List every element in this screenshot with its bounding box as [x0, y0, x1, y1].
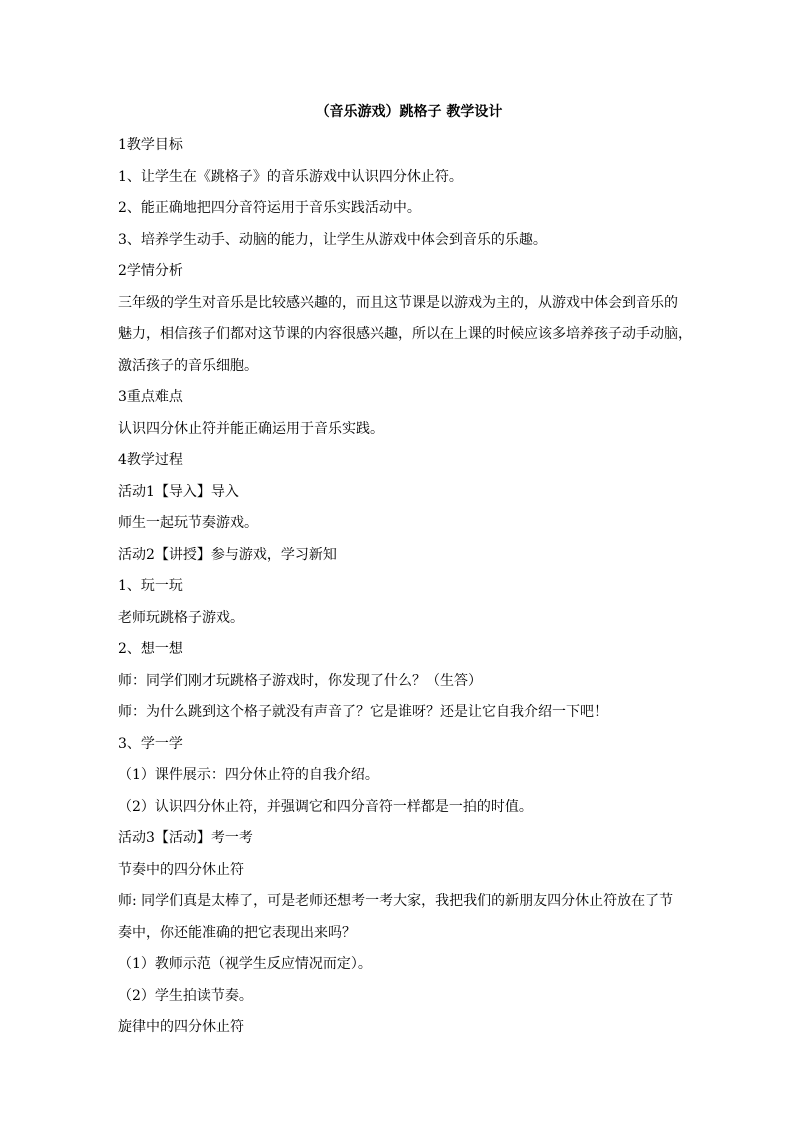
document-page — [118, 100, 692, 1044]
objective-3: 3、培养学生动手、动脑的能力，让学生从游戏中体会到音乐的乐趣。 — [118, 231, 547, 248]
rhythm-item-2: （2）学生拍读节奏。 — [118, 987, 253, 1004]
section-heading-process: 4教学过程 — [118, 452, 183, 468]
analysis-line-2: 魅力，相信孩子们都对这节课的内容很感兴趣，所以在上课的时候应该多培养孩子动手动脑， — [118, 326, 692, 342]
section-heading-key-points: 3重点难点 — [118, 389, 183, 405]
rhythm-subheading: 节奏中的四分休止符 — [118, 861, 244, 878]
activity-1-heading: 活动1【导入】导入 — [118, 483, 239, 500]
section-heading-analysis: 2学情分析 — [118, 263, 183, 279]
rhythm-text-line-1: 师: 同学们真是太棒了，可是老师还想考一考大家，我把我们的新朋友四分休止符放在了节 — [118, 893, 674, 909]
step-3-item-2: （2）认识四分休止符，并强调它和四分音符一样都是一拍的时值。 — [118, 798, 533, 815]
step-2-text-2: 师：为什么跳到这个格子就没有声音了？它是谁呀？还是让它自我介绍一下吧！ — [118, 704, 608, 720]
objective-1: 1、让学生在《跳格子》的音乐游戏中认识四分休止符。 — [118, 168, 463, 185]
analysis-line-3: 激活孩子的音乐细胞。 — [118, 357, 258, 374]
objective-2: 2、能正确地把四分音符运用于音乐实践活动中。 — [118, 200, 421, 216]
step-3-item-1: （1）课件展示：四分休止符的自我介绍。 — [118, 767, 379, 783]
step-3-heading: 3、学一学 — [118, 735, 183, 752]
step-1-heading: 1、玩一玩 — [118, 578, 183, 594]
activity-3-heading: 活动3【活动】考一考 — [118, 830, 253, 846]
document-title: （音乐游戏）跳格子 教学设计 — [315, 104, 503, 120]
rhythm-item-1: （1）教师示范（视学生反应情况而定）。 — [118, 956, 372, 972]
activity-1-text: 师生一起玩节奏游戏。 — [118, 515, 258, 531]
key-points-text: 认识四分休止符并能正确运用于音乐实践。 — [118, 420, 384, 437]
step-2-heading: 2、想一想 — [118, 641, 183, 657]
activity-2-heading: 活动2【讲授】参与游戏，学习新知 — [118, 546, 337, 563]
section-heading-objectives: 1教学目标 — [118, 137, 183, 153]
rhythm-text-line-2: 奏中，你还能准确的把它表现出来吗？ — [118, 924, 356, 941]
analysis-line-1: 三年级的学生对音乐是比较感兴趣的，而且这节课是以游戏为主的，从游戏中体会到音乐的 — [118, 294, 678, 311]
step-1-text: 老师玩跳格子游戏。 — [118, 609, 244, 626]
step-2-text-1: 师：同学们刚才玩跳格子游戏时，你发现了什么？（生答） — [118, 672, 482, 689]
melody-subheading: 旋律中的四分休止符 — [118, 1019, 244, 1035]
